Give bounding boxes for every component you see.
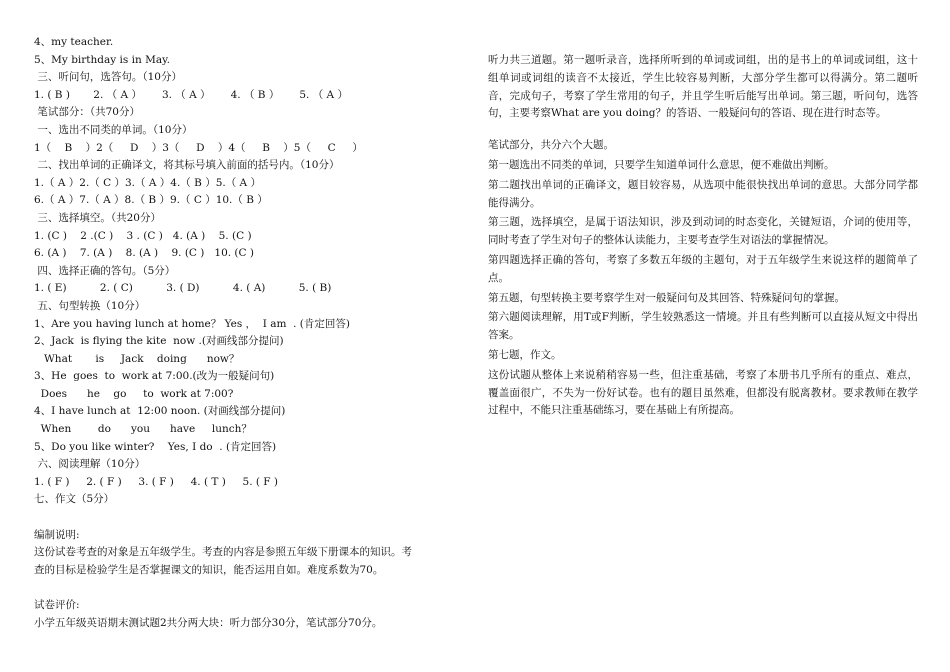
answer-line: 七、作文（5分） (34, 493, 115, 506)
blank-line (34, 509, 464, 527)
evaluation-paragraph: 这份试题从整体上来说稍稍容易一些，但注重基础，考察了本册书几乎所有的重点、难点，覆盖面很广，不失为一份好试卷。也有的题目虽然难，但都没有脱离教材。要求教师在教学过程中，不能只注重基础练习，要在基础上有所提高。 (488, 368, 918, 417)
answer-line: What is Jack doing now？ (34, 352, 240, 365)
answer-line: 五、句型转换（10分） (34, 299, 146, 312)
answer-line: 1. (C ) 2 .(C ) 3 . (C ) 4. (A ) 5. (C ) (34, 229, 252, 242)
answer-line: 5、Do you like winter? Yes, I do . (肯定回答) (34, 440, 277, 453)
answer-line: 四、选择正确的答句。（5分） (34, 264, 176, 277)
answer-line: 4、my teacher. (34, 36, 114, 48)
answer-line: Does he go to work at 7:00? (34, 387, 234, 400)
answer-line: 三、选择填空。（共20分） (34, 211, 161, 224)
answer-line: 编制说明: (34, 528, 80, 541)
evaluation-paragraph: 第七题，作文。 (488, 348, 562, 361)
answer-line: 六、阅读理解（10分） (34, 458, 146, 471)
answer-line: 查的目标是检验学生是否掌握课文的知识，能否运用自如。难度系数为70。 (34, 563, 384, 576)
answer-line: When do you have lunch？ (34, 423, 252, 436)
evaluation-paragraph: 听力共三道题。第一题听录音，选择所听到的单词或词组，出的是书上的单词或词组，这十组单词或词组的读音不太接近，学生比较容易判断，大部分学生都可以得满分。第二题听音，完成句子，考察了学生常用的句子，并且学生听后能写出单词。第三题，听问句，选答句，主要考察What are you doing？的答语、一般疑问句的答语、现在进行时态等。 (488, 54, 918, 120)
answer-key-column (34, 34, 464, 632)
listening-evaluation (488, 52, 918, 123)
blank-line (34, 579, 464, 597)
written-evaluation (488, 137, 918, 420)
answer-line: 小学五年级英语期末测试题2共分两大块：听力部分30分，笔试部分70分。 (34, 616, 383, 629)
answer-line: 这份试卷考查的对象是五年级学生。考查的内容是参照五年级下册课本的知识。考 (34, 546, 412, 559)
answer-line: 1. ( E) 2. ( C) 3. ( D) 4. ( A) 5. ( B) (34, 282, 332, 295)
answer-line: 5、My birthday is in May. (34, 53, 170, 66)
evaluation-paragraph: 第一题选出不同类的单词，只要学生知道单词什么意思，便不难做出判断。 (488, 158, 835, 171)
answer-line: 1. ( F ) 2. ( F ) 3. ( F ) 4. ( T ) 5. ( F ) (34, 475, 279, 488)
answer-line: 6.（ A ）7.（ A ）8.（ B ）9.（ C ）10.（ B ） (34, 194, 268, 207)
evaluation-paragraph: 第五题，句型转换主要考察学生对一般疑问句及其回答、特殊疑问句的掌握。 (488, 291, 845, 304)
evaluation-paragraph: 第六题阅读理解，用T或F判断，学生较熟悉这一情境。并且有些判断可以直接从短文中得出答案。 (488, 311, 918, 342)
answer-line: 三、听问句，选答句。（10分） (34, 71, 182, 84)
evaluation-paragraph: 笔试部分，共分六个大题。 (488, 139, 614, 152)
answer-line: 二、找出单词的正确译文，将其标号填入前面的括号内。（10分） (34, 159, 340, 172)
evaluation-paragraph: 第二题找出单词的正确译文，题目较容易，从选项中能很快找出单词的意思。大部分同学都能得满分。 (488, 178, 918, 209)
evaluation-paragraph: 第四题选择正确的答句，考察了多数五年级的主题句，对于五年级学生来说这样的题简单了点。 (488, 253, 918, 284)
answer-line: 1、Are you having lunch at home？ Yes ， I am . (肯定回答) (34, 317, 350, 330)
answer-line: 1. ( B ) 2. （ A ） 3. （ A ） 4. （ B ） 5. （ A ） (34, 88, 348, 101)
answer-line: 2、Jack is flying the kite now .(对画线部分提问) (34, 335, 284, 348)
evaluation-paragraph: 第三题，选择填空，是属于语法知识，涉及到动词的时态变化，关键短语，介词的使用等，同时考查了学生对句子的整体认读能力，主要考查学生对语法的掌握情况。 (488, 216, 918, 247)
answer-line: 6. (A ) 7. (A ) 8. (A ) 9. (C ) 10. (C ) (34, 247, 254, 260)
answer-line: 4、I have lunch at 12:00 noon. (对画线部分提问) (34, 405, 286, 418)
answer-line: 1（ B ）2（ D ）3（ D ）4（ B ）5（ C ） (34, 141, 363, 154)
answer-line: 一、选出不同类的单词。（10分） (34, 123, 193, 136)
answer-line: 3、He goes to work at 7:00.(改为一般疑问句) (34, 370, 275, 383)
answer-line: 1.（ A ）2.（ C ）3.（ A ）4.（ B ）5.（ A ） (34, 176, 261, 189)
answer-line: 试卷评价: (34, 599, 80, 611)
exam-evaluation-column (488, 52, 918, 420)
answer-line: 笔试部分：（共70分） (34, 106, 140, 119)
